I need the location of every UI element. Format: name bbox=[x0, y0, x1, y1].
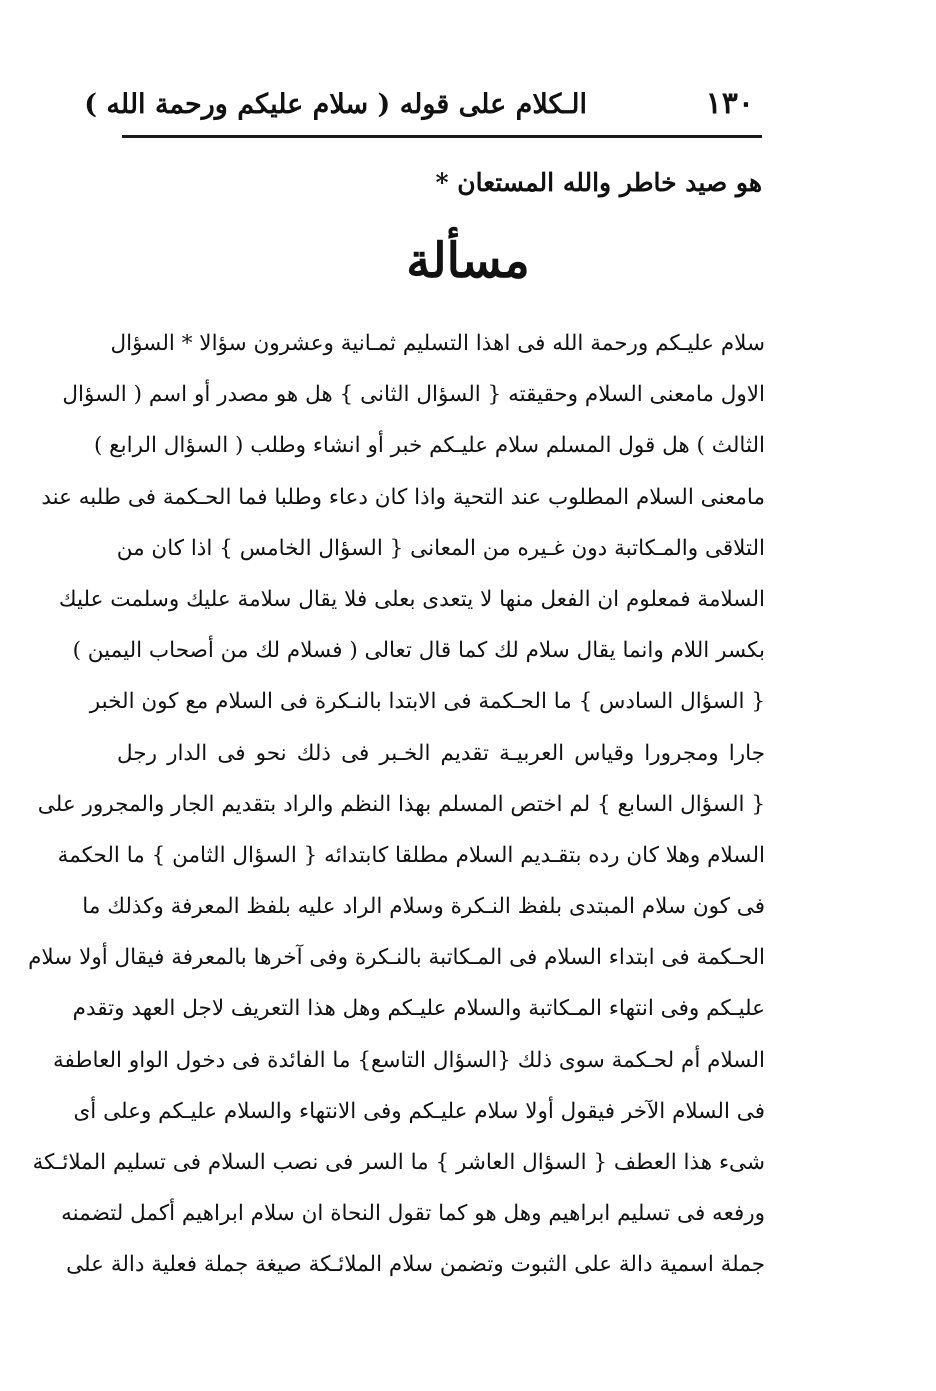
body-line: مامعنى السلام المطلوب عند التحية واذا كان دعاء وطلبا فما الحـكمة فى طلبه عند bbox=[41, 484, 765, 510]
body-line: بكسر اللام وانما يقال سلام لك كما قال تعالى ( فسلام لك من أصحاب اليمين ) bbox=[72, 638, 765, 664]
section-title: مسألة bbox=[406, 233, 530, 289]
page-header bbox=[84, 82, 762, 128]
body-line: سلام عليـكم ورحمة الله فى اهذا التسليم ثمـانية وعشرون سؤالا * السؤال bbox=[110, 331, 765, 356]
body-line: شىء هذا العطف { السؤال العاشر } ما السر فى نصب السلام فى تسليم الملائـكة bbox=[32, 1150, 765, 1175]
body-line: { السؤال السادس } ما الحـكمة فى الابتدا بالنـكرة فى السلام مع كون الخبر bbox=[89, 689, 765, 715]
body-line: التلاقى والمـكاتبة دون غـيره من المعانى { السؤال الخامس } اذا كان من bbox=[116, 535, 765, 561]
page-number: ١٣٠ bbox=[705, 86, 754, 121]
body-line: السلام وهلا كان رده بتقـديم السلام مطلقا كابتدائه { السؤال الثامن } ما الحكمة bbox=[57, 842, 765, 868]
body-text bbox=[28, 318, 765, 1291]
body-line: جارا ومجرورا وقياس العربيـة تقديم الخـبر فى ذلك نحو فى الدار رجل bbox=[117, 740, 765, 766]
header-divider bbox=[122, 135, 762, 138]
body-line: الحـكمة فى ابتداء السلام فى المـكاتبة بالنـكرة وفى آخرها بالمعرفة فيقال أولا سلام bbox=[28, 945, 765, 971]
body-line: السلامة فمعلوم ان الفعل منها لا يتعدى بعلى فلا يقال سلامة عليك وسلمت عليك bbox=[58, 586, 765, 612]
body-line: جملة اسمية دالة على الثبوت وتضمن سلام الملائـكة صيغة جملة فعلية دالة على bbox=[66, 1252, 765, 1278]
body-line: السلام أم لحـكمة سوى ذلك {السؤال التاسع} ما الفائدة فى دخول الواو العاطفة bbox=[53, 1047, 765, 1073]
body-line: عليـكم وفى انتهاء المـكاتبة والسلام عليـكم وهل هذا التعريف لاجل العهد وتقدم bbox=[72, 996, 765, 1022]
closing-line: هو صيد خاطر والله المستعان * bbox=[435, 168, 762, 197]
body-line: الاول مامعنى السلام وحقيقته { السؤال الثانى } هل هو مصدر أو اسم ( السؤال bbox=[62, 382, 765, 408]
body-line: فى كون سلام المبتدى بلفظ النـكرة وسلام الراد عليه بلفظ المعرفة وكذلك ما bbox=[82, 894, 765, 920]
body-line: فى السلام الآخر فيقول أولا سلام عليـكم وفى الانتهاء والسلام عليـكم وعلى أى bbox=[73, 1098, 765, 1124]
body-line: ورفعه فى تسليم ابراهيم وهل هو كما تقول النحاة ان سلام ابراهيم أكمل لتضمنه bbox=[61, 1201, 765, 1227]
body-line: { السؤال السابع } لم اختص المسلم بهذا النظم والراد بتقديم الجار والمجرور على bbox=[37, 791, 765, 817]
body-line: الثالث ) هل قول المسلم سلام عليـكم خبر أو انشاء وطلب ( السؤال الرابع ) bbox=[93, 433, 765, 459]
running-title: الـكلام على قوله ( سلام عليكم ورحمة الله ) bbox=[84, 89, 587, 120]
